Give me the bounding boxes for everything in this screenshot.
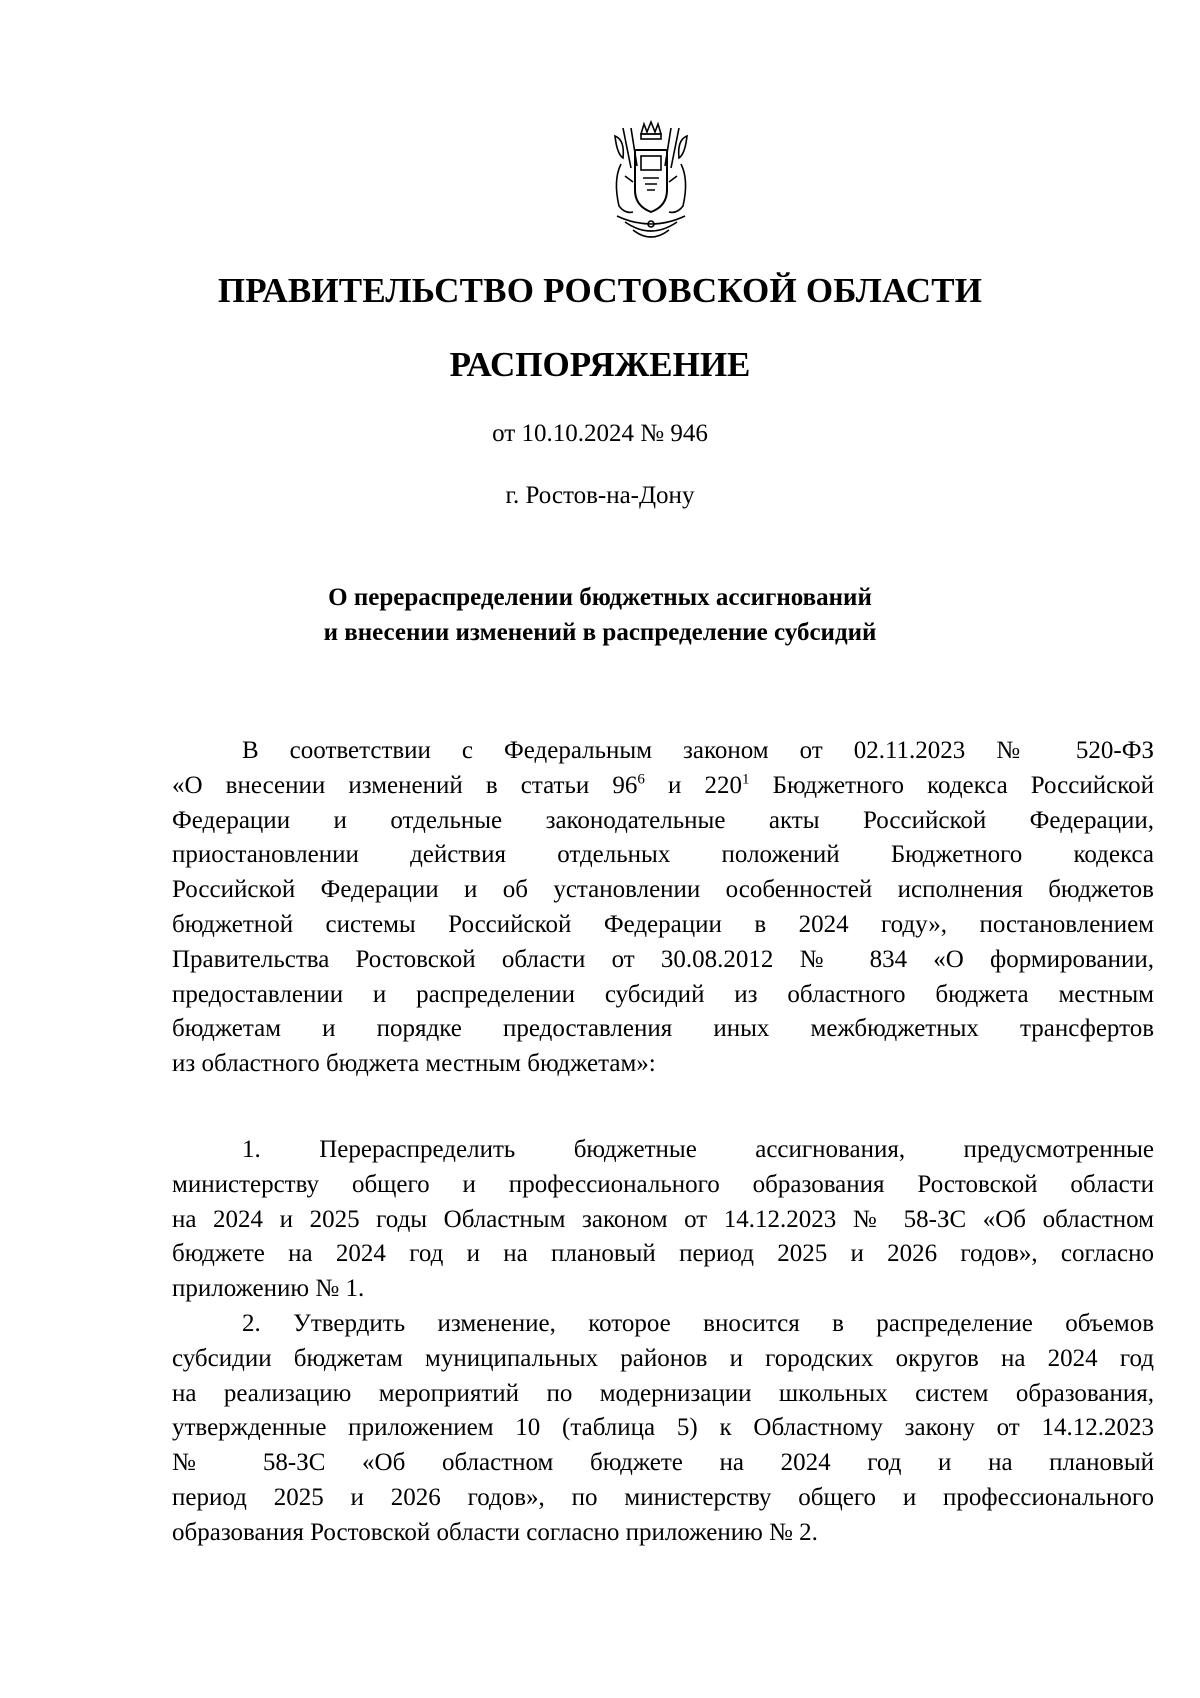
organization-title: ПРАВИТЕЛЬСТВО РОСТОВСКОЙ ОБЛАСТИ: [217, 271, 983, 310]
text-line: из областного бюджета местным бюджетам»:: [172, 1050, 656, 1078]
document-date-number: от 10.10.2024 № 946: [492, 420, 708, 447]
text-line: Правительства Ростовской области от 30.08.2012 № 834 «О формировании,: [172, 945, 1154, 973]
document-subject: [0, 580, 1200, 650]
coat-of-arms-icon: [603, 120, 699, 244]
text-line: В соответствии с Федеральным законом от 02.11.2023 № 520-ФЗ: [242, 737, 1154, 764]
text-line: Российской Федерации и об установлении особенностей исполнения бюджетов: [172, 876, 1154, 904]
text-line: 1. Перераспределить бюджетные ассигнования, предусмотренные: [242, 1136, 1154, 1163]
preamble-paragraph: [172, 734, 1154, 1082]
text-line: «О внесении изменений в статьи $96^6$ и $220^1$ Бюджетного кодекса Российской: [172, 771, 1154, 799]
text-line: бюджетам и порядке предоставления иных межбюджетных трансфертов: [172, 1015, 1154, 1043]
text-line: бюджете на 2024 год и на плановый период 2025 и 2026 годов», согласно: [172, 1240, 1154, 1268]
text-line: Федерации и отдельные законодательные акты Российской Федерации,: [172, 806, 1154, 834]
text-line: приостановлении действия отдельных положений Бюджетного кодекса: [172, 841, 1154, 869]
text-line: период 2025 и 2026 годов», по министерству общего и профессионального: [172, 1483, 1154, 1511]
text-line: приложению № 1.: [172, 1275, 365, 1303]
text-line: 2. Утвердить изменение, которое вносится в распределение объемов: [242, 1310, 1154, 1337]
text-line: образования Ростовской области согласно приложению № 2.: [172, 1518, 818, 1546]
text-line: министерству общего и профессионального образования Ростовской области: [172, 1170, 1154, 1198]
text-line: № 58-ЗС «Об областном бюджете на 2024 год и на плановый: [172, 1449, 1154, 1477]
document-city: г. Ростов-на-Дону: [505, 482, 695, 509]
text-line: на реализацию мероприятий по модернизации школьных систем образования,: [172, 1379, 1154, 1407]
text-line: бюджетной системы Российской Федерации в 2024 году», постановлением: [172, 910, 1154, 938]
text-line: на 2024 и 2025 годы Областным законом от 14.12.2023 № 58-ЗС «Об областном: [172, 1205, 1154, 1233]
text-line: субсидии бюджетам муниципальных районов и городских округов на 2024 год: [172, 1344, 1154, 1372]
subject-line: О перераспределении бюджетных ассигнований: [328, 584, 872, 611]
document-type: РАСПОРЯЖЕНИЕ: [449, 345, 751, 384]
item-1-paragraph: [172, 1133, 1154, 1307]
subject-line: и внесении изменений в распределение субсидий: [323, 619, 877, 646]
text-line: предоставлении и распределении субсидий из областного бюджета местным: [172, 980, 1154, 1008]
item-2-paragraph: [172, 1307, 1154, 1551]
text-line: утвержденные приложением 10 (таблица 5) к Областному закону от 14.12.2023: [172, 1414, 1154, 1442]
